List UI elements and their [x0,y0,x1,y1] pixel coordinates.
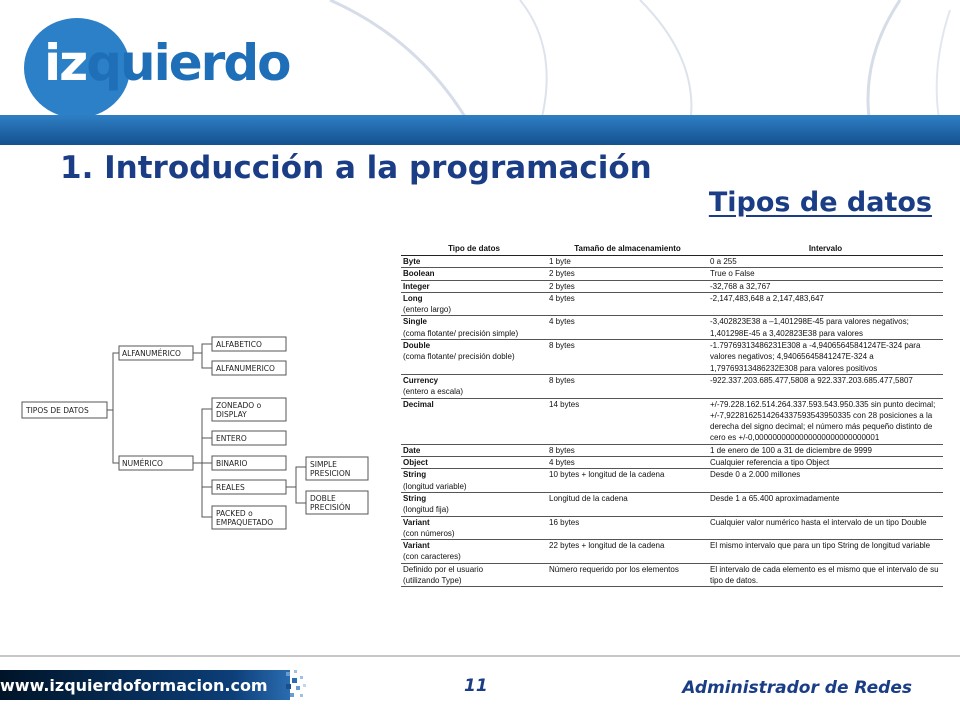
tree-node-zoneado [212,398,286,421]
table-row [401,492,943,516]
tree-link [202,438,212,463]
range-cell: -922.337.203.685.477,5808 a 922.337.203.685.477,5807 [708,374,943,398]
logo-text-rest: quierdo [86,34,290,92]
svg-text:PRECISIÓN: PRECISIÓN [310,503,351,512]
storage-size-cell: Longitud de la cadena [547,492,708,516]
table-row [401,280,943,292]
tree-link [286,467,306,487]
course-name: Administrador de Redes [682,678,912,698]
storage-size-cell: 4 bytes [547,292,708,316]
type-name: String [403,470,427,480]
table-row [401,540,943,564]
type-name-cell [401,516,547,540]
range-cell: -2,147,483,648 a 2,147,483,647 [708,292,943,316]
svg-text:ENTERO: ENTERO [216,434,247,443]
column-header: Tipo de datos [401,243,547,256]
type-description: (coma flotante/ precisión simple) [403,328,519,338]
type-name: Boolean [403,269,435,279]
table-row [401,374,943,398]
storage-size-cell: 2 bytes [547,280,708,292]
type-description: (con números) [403,528,455,538]
table-row [401,457,943,469]
storage-size-cell: 14 bytes [547,398,708,444]
type-name: Variant [403,517,430,527]
type-name-cell [401,374,547,398]
svg-text:ZONEADO o: ZONEADO o [216,401,262,410]
range-cell: El mismo intervalo que para un tipo String de longitud variable [708,540,943,564]
table-row [401,268,943,280]
range-cell: Desde 0 a 2.000 millones [708,469,943,493]
footer-divider [0,655,960,657]
tree-link [202,409,212,438]
type-description: (entero a escala) [403,387,464,397]
range-cell: 1 de enero de 100 a 31 de diciembre de 9999 [708,444,943,456]
svg-text:PRESICION: PRESICION [310,469,351,478]
type-name: Double [403,341,431,351]
footer-dots-decoration [282,668,310,700]
table-body [401,256,943,587]
type-description: (longitud fija) [403,505,449,515]
table-row [401,398,943,444]
range-cell: Cualquier referencia a tipo Object [708,457,943,469]
tree-node-alfanumerico [119,346,193,360]
type-description: (entero largo) [403,305,452,315]
section-subtitle: Tipos de datos [708,187,932,218]
svg-text:SIMPLE: SIMPLE [310,460,337,469]
type-description: (con caracteres) [403,552,461,562]
page-number: 11 [464,676,488,696]
type-description: (utilizando Type) [403,576,462,586]
type-name: Currency [403,375,439,385]
column-header: Intervalo [708,243,943,256]
range-cell: True o False [708,268,943,280]
svg-text:NUMÉRICO: NUMÉRICO [122,459,163,468]
storage-size-cell: 10 bytes + longitud de la cadena [547,469,708,493]
storage-size-cell: 16 bytes [547,516,708,540]
tree-node-packed [212,506,286,529]
table-header-row [401,243,943,256]
storage-size-cell: 2 bytes [547,268,708,280]
table-row [401,340,943,375]
type-name-cell [401,469,547,493]
type-name: Variant [403,541,430,551]
svg-text:REALES: REALES [216,483,245,492]
type-name-cell [401,398,547,444]
range-cell: El intervalo de cada elemento es el mismo que el intervalo de su tipo de datos. [708,563,943,587]
page-title: 1. Introducción a la programación [60,150,652,186]
table-row [401,444,943,456]
type-name-cell [401,563,547,587]
type-description: (longitud variable) [403,481,467,491]
svg-text:TIPOS DE DATOS: TIPOS DE DATOS [26,406,89,415]
type-name-cell [401,316,547,340]
svg-text:DOBLE: DOBLE [310,494,336,503]
svg-text:ALFABETICO: ALFABETICO [216,340,262,349]
type-description: (coma flotante/ precisión doble) [403,352,515,362]
data-types-tree-diagram [20,330,375,535]
company-logo: izquierdo [44,34,290,92]
type-name-cell [401,444,547,456]
tree-link [193,344,212,353]
range-cell: -3,402823E38 a –1,401298E-45 para valores negativos; 1,401298E-45 a 3,402823E38 para valores [708,316,943,340]
tree-node-root [22,402,107,418]
type-name: Definido por el usuario [403,564,484,574]
svg-text:ALFANUMÉRICO: ALFANUMÉRICO [122,349,181,358]
type-name: Object [403,458,428,468]
svg-text:EMPAQUETADO: EMPAQUETADO [216,518,274,527]
svg-text:BINARIO: BINARIO [216,459,248,468]
header-bar [0,115,960,145]
type-name-cell [401,340,547,375]
type-name: Integer [403,281,430,291]
table-row [401,256,943,268]
tree-node-simple-precision [306,457,368,480]
table-row [401,516,943,540]
storage-size-cell: 8 bytes [547,444,708,456]
svg-text:PACKED o: PACKED o [216,509,253,518]
type-name: Date [403,445,421,455]
tree-link [202,487,212,517]
tree-node-numerico [119,456,193,470]
tree-node-alfanumerico-leaf [212,361,286,375]
storage-size-cell: 4 bytes [547,316,708,340]
range-cell: +/-79.228.162.514.264.337.593.543.950.335 sin punto decimal; +/-7,9228162514264337593543950335 con 28 posiciones a la derecha del signo decimal; el número más pequeño distinto de cero es +/-0,0000000000000000000000000001 [708,398,943,444]
data-types-table [401,243,943,587]
tree-node-binario [212,456,286,470]
range-cell: -32,768 a 32,767 [708,280,943,292]
type-name-cell [401,492,547,516]
tree-node-alfabetico [212,337,286,351]
type-name: String [403,493,427,503]
tree-node-doble-precision [306,491,368,514]
type-name-cell [401,280,547,292]
storage-size-cell: 4 bytes [547,457,708,469]
storage-size-cell: 22 bytes + longitud de la cadena [547,540,708,564]
svg-text:ALFANUMERICO: ALFANUMERICO [216,364,275,373]
range-cell: Cualquier valor numérico hasta el intervalo de un tipo Double [708,516,943,540]
type-name-cell [401,457,547,469]
type-name-cell [401,268,547,280]
storage-size-cell: Número requerido por los elementos [547,563,708,587]
storage-size-cell: 1 byte [547,256,708,268]
table-row [401,563,943,587]
tree-link [202,463,212,487]
type-name-cell [401,256,547,268]
tree-link [107,410,119,463]
storage-size-cell: 8 bytes [547,340,708,375]
table-row [401,469,943,493]
storage-size-cell: 8 bytes [547,374,708,398]
tree-link [202,353,212,368]
type-name-cell [401,540,547,564]
range-cell: -1.79769313486231E308 a -4,94065645841247E-324 para valores negativos; 4,94065645841247E-324 a 1,79769313486232E308 para valores positivos [708,340,943,375]
type-name: Long [403,293,423,303]
svg-text:DISPLAY: DISPLAY [216,410,247,419]
tree-node-entero [212,431,286,445]
table-row [401,316,943,340]
tree-node-reales [212,480,286,494]
column-header: Tamaño de almacenamiento [547,243,708,256]
tree-link [296,487,306,503]
range-cell: 0 a 255 [708,256,943,268]
table-row [401,292,943,316]
tree-link [107,353,119,410]
range-cell: Desde 1 a 65.400 aproximadamente [708,492,943,516]
type-name: Single [403,317,428,327]
footer-website-url: www.izquierdoformacion.com [0,676,268,695]
type-name: Decimal [403,399,434,409]
type-name-cell [401,292,547,316]
type-name: Byte [403,257,421,266]
